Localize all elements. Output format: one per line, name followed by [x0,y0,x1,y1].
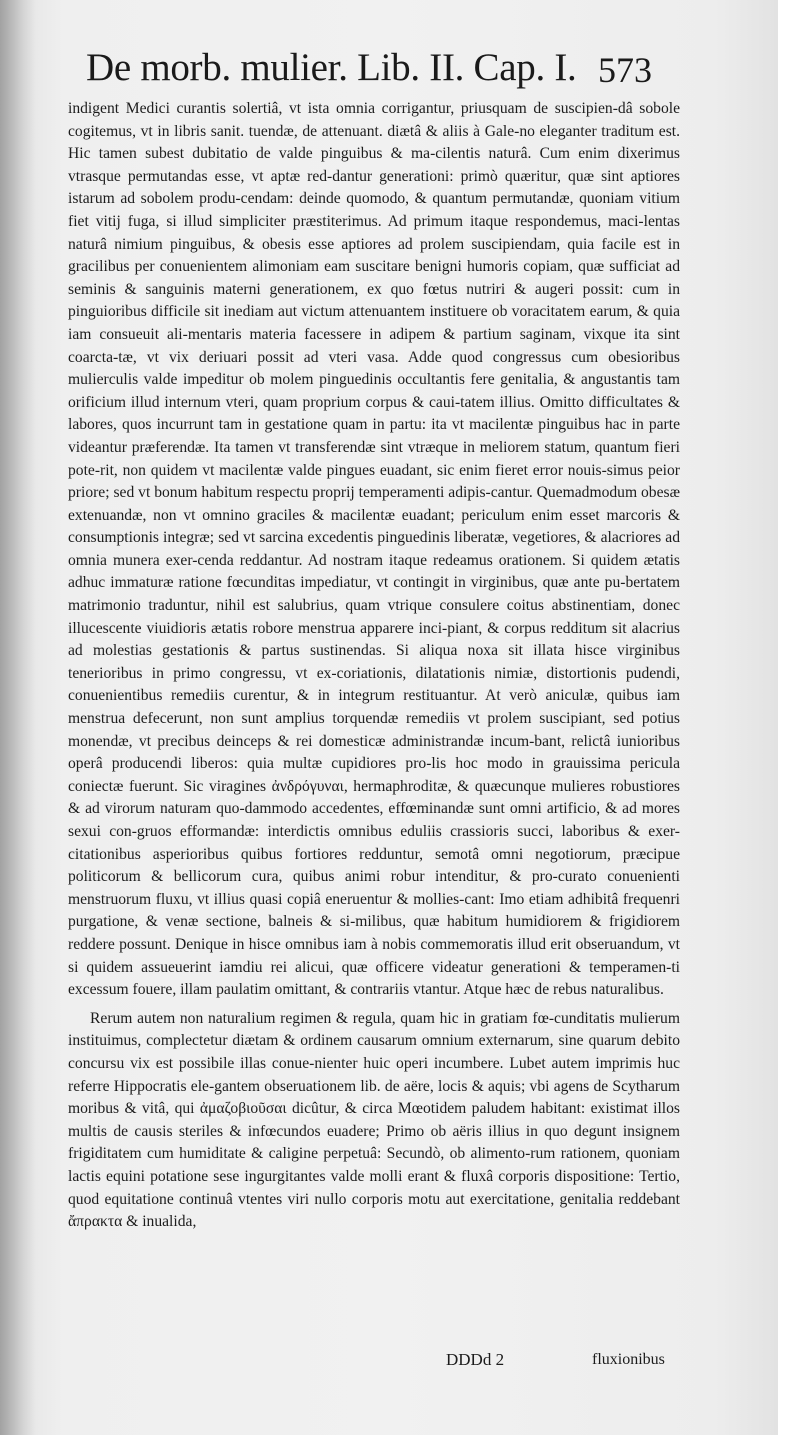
paragraph-2: Rerum autem non naturalium regimen & regula, quam hic in gratiam fœ-cunditatis mulierum instituimus, complectetur diætam & ordinem causarum omnium externarum, sine quarum debito concursu vix est possibile illas conue-nienter huic operi incumbere. Lubet autem imprimis huc referre Hippocratis ele-gantem obseruationem lib. de aëre, locis & aquis; vbi agens de Scytharum moribus & vitâ, qui ἀμαζοβιοῦσαι dicûtur, & circa Mœotidem paludem habitant: existimat illos multis de causis steriles & infœcundos euadere; Primo ob aëris illius in quo degunt insignem frigiditatem cum humiditate & caligine perpetuâ: Secundò, ob alimento-rum rationem, quoniam lactis equini potatione sese ingurgitantes valde molli erant & fluxâ corporis dispositione: Tertio, quod equitatione continuâ vtentes viri nullo corporis motu aut exercitatione, genitalia reddebant ἄπρακτα & inualida, [68,1009,680,1231]
page-header [0,42,778,94]
page-footer [0,1348,778,1374]
page-number: 573 [598,50,652,90]
body-text [68,98,680,1234]
catchword: fluxionibus [592,1351,665,1368]
paragraph-1: indigent Medici curantis solertiâ, vt ista omnia corrigantur, priusquam de suscipien-dâ sobole cogitemus, vt in libris sanit. tuendæ, de attenuant. diætâ & aliis à Gale-no eleganter traditum est. Hic tamen subest dubitatio de valde pinguibus & ma-cilentis naturâ. Cum enim dixerimus vtrasque permutandas esse, vt aptæ red-dantur generationi: primò quæritur, quæ sint aptiores istarum ad sobolem produ-cendam: deinde quomodo, & quantum permutandæ, quoniam vitium fiet vitij fuga, si illud simpliciter præstiterimus. Ad primum itaque respondemus, maci-lentas naturâ nimium pinguibus, & obesis esse aptiores ad prolem suscipiendam, quia facile est in gracilibus per conuenientem alimoniam eam suscitare benigni humoris copiam, quæ sufficiat ad seminis & sanguinis materni generationem, ex quo fœtus nutriri & augeri possit: cum in pinguioribus difficile sit inediam aut victum attenuantem instituere ob voracitatem earum, & quia iam consueuit ali-mentaris materia facessere in adipem & partium saginam, vixque ita sint coarcta-tæ, vt vix deriuari possit ad vteri vasa. Adde quod congressus cum obesioribus mulierculis valde impeditur ob molem pinguedinis occultantis fere genitalia, & angustantis tam orificium illud internum vteri, quam proprium corpus & caui-tatem illius. Omitto difficultates & labores, quos incurrunt tam in gestatione quam in partu: ita vt macilentæ pinguibus hac in parte videantur præferendæ. Ita tamen vt transferendæ sint vtræque in meliorem statum, quantum fieri pote-rit, non quidem vt macilentæ valde pingues euadant, sic enim fieret error nouis-simus peior priore; sed vt bonum habitum respectu proprij temperamenti adipis-cantur. Quemadmodum obesæ extenuandæ, non vt omnino graciles & macilentæ euadant; periculum enim esset marcoris & consumptionis integræ; sed vt sarcina excedentis pinguedinis liberatæ, vegetiores, & alacriores ad omnia munera exer-cenda reddantur. Ad nostram itaque redeamus orationem. Si quidem ætatis adhuc immaturæ ratione fœcunditas impediatur, vt contingit in virginibus, quæ ante pu-bertatem matrimonio traduntur, nihil est salubrius, quam vtrique consulere coitus abstinentiam, donec illucescente viuidioris ætatis robore menstrua apparere inci-piant, & corpus redditum sit alacrius ad molestias gestationis & partus sustinendas. Si aliqua noxa sit illata hisce virginibus tenerioribus in primo congressu, vt ex-coriationis, dilatationis nimiæ, distortionis pudendi, conuenientibus remediis curentur, & in integrum restituantur. At verò aniculæ, quibus iam menstrua defecerunt, non sunt amplius torquendæ remediis vt prolem suscipiant, sed potius monendæ, vt precibus deinceps & rei domesticæ administrandæ incum-bant, relictâ iunioribus operâ producendi liberos: quia multæ cupidiores pro-lis hoc modo in grauissima pericula coniectæ fuerunt. Sic viragines ἀνδρόγυναι, hermaphroditæ, & quæcunque mulieres robustiores & ad virorum naturam quo-dammodo accedentes, effœminandæ sunt omni artificio, & ad mores sexui con-gruos efformandæ: interdictis omnibus eduliis crassioris succi, laboribus & exer-citationibus asperioribus quibus fortiores redduntur, semotâ omni negotiorum, præcipue politicorum & bellicorum cura, quibus animi robur intenditur, & pro-curato conuenienti menstruorum fluxu, vt illius quasi copiâ eneruentur & mollies-cant: Imo etiam adhibitâ frequenri purgatione, & venæ sectione, balneis & si-milibus, quæ habitum humidiorem & frigidiorem reddere possunt. Denique in hisce omnibus iam à nobis commemoratis illud erit obseruandum, vt si quidem assueuerint iamdiu rei alicui, quæ officere videatur generationi & temperamen-ti excessum fouere, illam paulatim omittant, & contrariis vtantur. Atque hæc de rebus naturalibus. [68,100,680,999]
running-title: De morb. mulier. Lib. II. Cap. I. [86,46,577,89]
scan-margin [778,0,800,1435]
gutter-shadow [0,0,36,1435]
signature-mark: DDDd 2 [446,1350,505,1369]
